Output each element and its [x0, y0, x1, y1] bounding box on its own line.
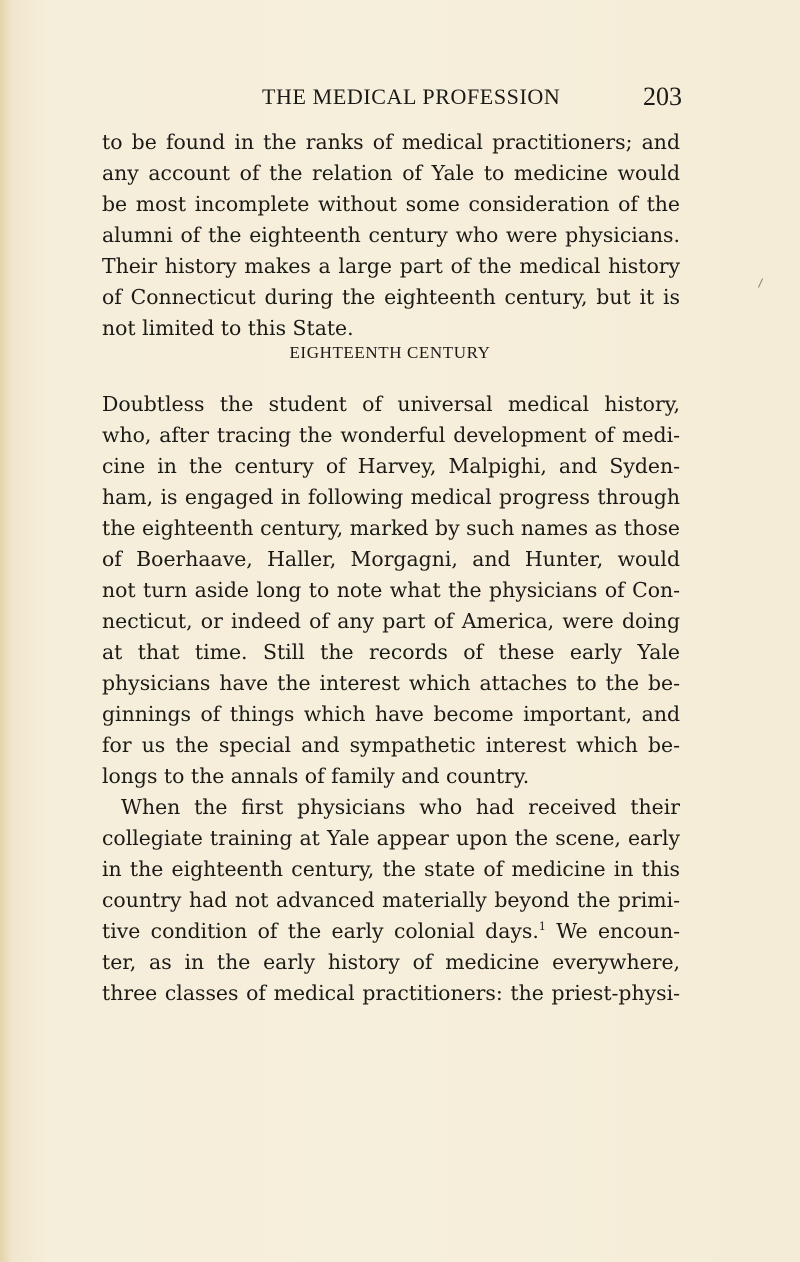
paragraph-line: of Connecticut during the eighteenth century, but it is — [102, 285, 680, 309]
paragraph-line: ham, is engaged in following medical progress through — [102, 485, 680, 509]
paragraph-line: alumni of the eighteenth century who were physicians. — [102, 223, 680, 247]
paragraph-line — [102, 917, 680, 945]
paragraph-line: to be found in the ranks of medical practitioners; and — [102, 130, 680, 154]
footnote-marker: 1 — [538, 920, 546, 934]
line-text: We encoun- — [545, 919, 680, 943]
running-head: THE MEDICAL PROFESSION — [262, 84, 561, 109]
paragraph-line: three classes of medical practitioners: the priest-physi- — [102, 981, 680, 1005]
paper-speck — [758, 278, 763, 287]
line-text: tive condition of the early colonial days. — [102, 919, 539, 943]
paragraph-line: physicians have the interest which attaches to the be- — [102, 671, 680, 695]
paragraph-line: ginnings of things which have become important, and — [102, 702, 680, 726]
paragraph-line: be most incomplete without some consideration of the — [102, 192, 680, 216]
section-heading: EIGHTEENTH CENTURY — [289, 343, 491, 362]
paragraph-line: longs to the annals of family and country. — [102, 764, 530, 788]
paragraph-line: the eighteenth century, marked by such names as those — [102, 516, 680, 540]
paragraph-line: When the first physicians who had received their — [121, 795, 680, 819]
paragraph-line: any account of the relation of Yale to medicine would — [102, 161, 680, 185]
paragraph-line: cine in the century of Harvey, Malpighi, and Syden- — [102, 454, 680, 478]
paragraph-line: collegiate training at Yale appear upon the scene, early — [102, 826, 680, 850]
paragraph-line: who, after tracing the wonderful development of medi- — [102, 423, 680, 447]
paragraph-line: in the eighteenth century, the state of medicine in this — [102, 857, 680, 881]
paragraph-line: for us the special and sympathetic interest which be- — [102, 733, 680, 757]
paragraph-line: Doubtless the student of universal medical history, — [102, 392, 680, 416]
paragraph-line: not limited to this State. — [102, 316, 354, 340]
page-edge-shadow — [0, 0, 12, 1262]
paragraph-line: at that time. Still the records of these early Yale — [102, 640, 680, 664]
paragraph-line: ter, as in the early history of medicine everywhere, — [102, 950, 680, 974]
paragraph-line: necticut, or indeed of any part of America, were doing — [102, 609, 680, 633]
page-number: 203 — [643, 82, 682, 111]
page-header — [262, 84, 682, 118]
paragraph-line: country had not advanced materially beyond the primi- — [102, 888, 680, 912]
paragraph-line: Their history makes a large part of the medical history — [102, 254, 680, 278]
paragraph-line: not turn aside long to note what the physicians of Con- — [102, 578, 680, 602]
paragraph-line: of Boerhaave, Haller, Morgagni, and Hunter, would — [102, 547, 680, 571]
